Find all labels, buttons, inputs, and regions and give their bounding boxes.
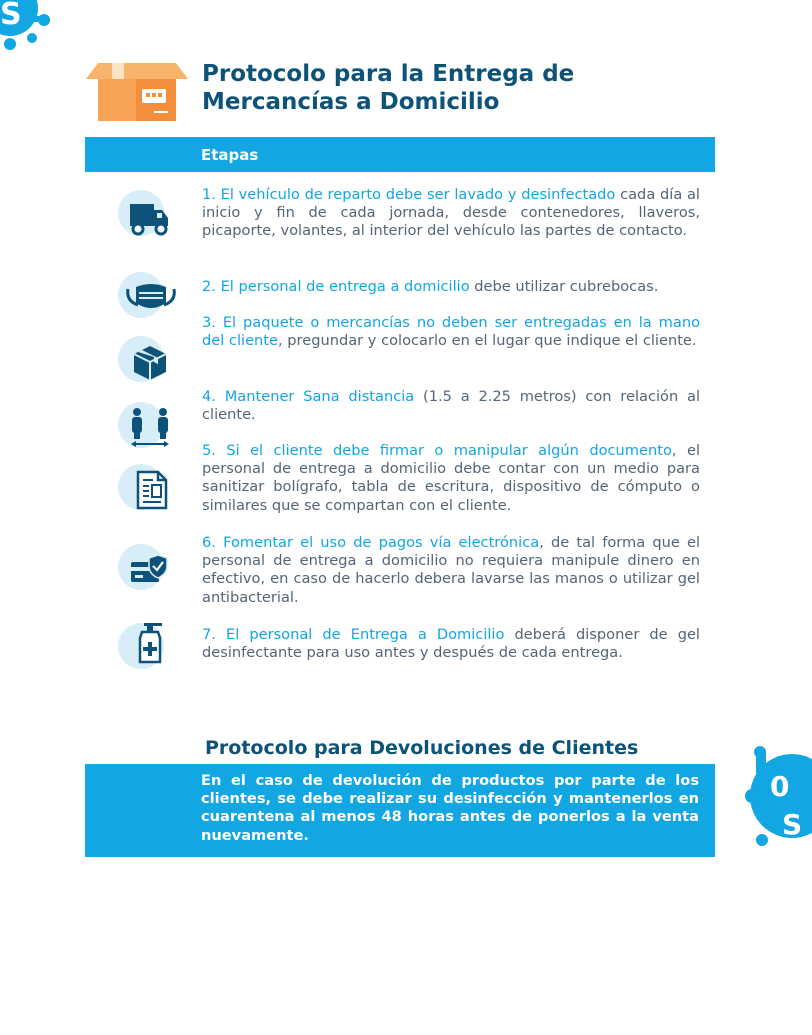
page-title-line-2: Mercancías a Domicilio — [202, 89, 500, 115]
devoluciones-text: En el caso de devolución de productos por parte de los clientes, se debe realizar su desinfección y mantenerlos en cuarentena al menos 48 horas antes de ponerlos a la venta nuevamente. — [201, 772, 699, 844]
virus-decoration-icon — [742, 738, 812, 858]
devoluciones-title: Protocolo para Devoluciones de Clientes — [205, 737, 639, 759]
etapas-label: Etapas — [201, 146, 259, 164]
step-text — [202, 534, 700, 607]
step-text — [202, 388, 700, 424]
svg-text:S: S — [782, 808, 803, 841]
step-rest: deberá disponer de gel desinfectante para uso antes y después de cada entrega. — [202, 626, 700, 662]
step-highlight: 2. El personal de entrega a domicilio — [202, 278, 470, 295]
page-title — [202, 60, 702, 116]
step-highlight: 7. El personal de Entrega a Domicilio — [202, 626, 505, 643]
sanitizer-gel-icon — [136, 622, 164, 668]
step-rest: debe utilizar cubrebocas. — [469, 278, 659, 295]
package-box-icon — [132, 344, 168, 386]
etapas-section-bar — [85, 137, 715, 172]
page-header — [86, 56, 716, 126]
step-highlight: 3. El paquete o mercancías no deben ser entregadas en la mano del cliente — [202, 314, 700, 350]
step-text — [202, 186, 700, 241]
step-text — [202, 442, 700, 515]
step-highlight: 1. El vehículo de reparto debe ser lavado y desinfectado — [202, 186, 616, 203]
secure-card-payment-icon — [130, 554, 168, 590]
step-rest: , pregundar y colocarlo en el lugar que indique el cliente. — [278, 332, 697, 350]
devoluciones-box — [85, 764, 715, 857]
step-rest: , de tal forma que el personal de entrega a domicilio no requiera manipule dinero en efectivo, en caso de hacerlo debera lavarse las manos o utilizar gel antibacterial. — [202, 534, 701, 606]
step-rest: , el personal de entrega a domicilio debe contar con un medio para sanitizar bolígrafo, tabla de escritura, dispositivo de cómputo o similares que se compartan con el cliente. — [202, 442, 700, 514]
page-title-line-1: Protocolo para la Entrega de — [202, 61, 575, 87]
truck-icon — [130, 204, 170, 240]
face-mask-icon — [126, 281, 176, 317]
step-rest: (1.5 a 2.25 metros) con relación al cliente. — [202, 388, 701, 424]
document-icon — [136, 470, 168, 514]
step-highlight: 5. Si el cliente debe firmar o manipular algún documento — [202, 442, 672, 459]
social-distance-icon — [129, 407, 171, 451]
svg-text:0: 0 — [770, 770, 790, 803]
step-text — [202, 278, 700, 296]
step-highlight: 6. Fomentar el uso de pagos vía electrónica — [202, 534, 540, 551]
delivery-box-icon — [86, 59, 188, 125]
step-highlight: 4. Mantener Sana distancia — [202, 388, 415, 405]
svg-text:S: S — [0, 0, 22, 32]
step-text — [202, 626, 700, 662]
step-text — [202, 314, 700, 350]
step-rest: cada día al inicio y fin de cada jornada, desde contenedores, llaveros, picaporte, volantes, al interior del vehículo las partes de contacto. — [202, 186, 700, 240]
virus-decoration-icon — [0, 0, 52, 50]
